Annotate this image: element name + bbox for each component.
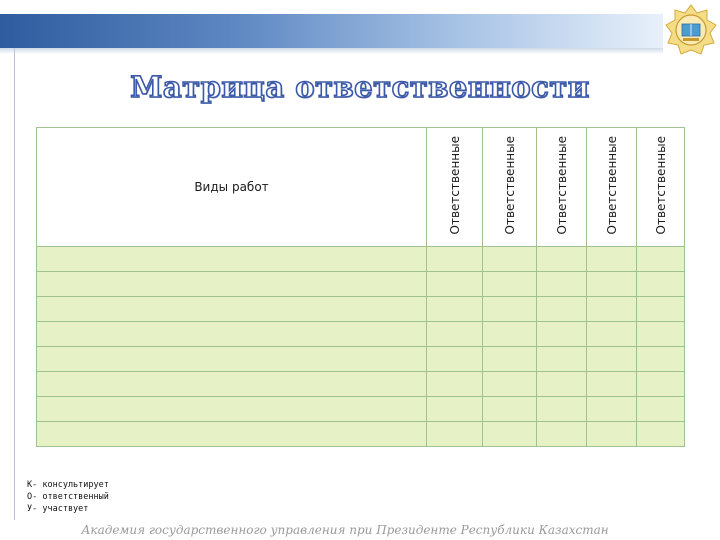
responsible-header-label: Ответственные: [502, 135, 517, 235]
responsible-header-label: Ответственные: [653, 135, 668, 235]
table-cell: [637, 347, 685, 372]
table-cell: [537, 397, 587, 422]
table-cell: [427, 347, 483, 372]
table-cell: [37, 372, 427, 397]
academy-emblem-icon: [665, 4, 717, 56]
left-margin-line: [14, 48, 15, 520]
table-cell: [483, 322, 537, 347]
table-cell: [483, 347, 537, 372]
table-cell: [483, 272, 537, 297]
table-row: [37, 422, 685, 447]
table-cell: [37, 297, 427, 322]
table-cell: [637, 372, 685, 397]
table-cell: [587, 347, 637, 372]
table-row: [37, 372, 685, 397]
table-cell: [587, 297, 637, 322]
responsible-header: [427, 128, 483, 247]
table-cell: [637, 297, 685, 322]
slide-title: Матрица ответственности: [130, 70, 590, 104]
table-cell: [537, 297, 587, 322]
legend-item: К- консультирует: [27, 480, 109, 490]
table-cell: [37, 397, 427, 422]
matrix-header-row: [37, 128, 685, 247]
table-cell: [587, 322, 637, 347]
table-cell: [427, 322, 483, 347]
table-row: [37, 347, 685, 372]
responsibility-matrix: [36, 127, 685, 447]
header-band: [0, 14, 663, 48]
table-row: [37, 247, 685, 272]
table-cell: [537, 372, 587, 397]
table-cell: [537, 422, 587, 447]
legend-item: О- ответственный: [27, 492, 109, 502]
table-cell: [587, 247, 637, 272]
table-row: [37, 272, 685, 297]
table-row: [37, 297, 685, 322]
responsible-header: [537, 128, 587, 247]
table-row: [37, 397, 685, 422]
table-cell: [37, 247, 427, 272]
table-cell: [483, 247, 537, 272]
table-cell: [637, 272, 685, 297]
table-cell: [37, 322, 427, 347]
table-cell: [537, 322, 587, 347]
header-band-shadow: [0, 48, 663, 54]
responsible-header-label: Ответственные: [447, 135, 462, 235]
table-cell: [37, 422, 427, 447]
table-cell: [37, 347, 427, 372]
responsible-header: [637, 128, 685, 247]
table-cell: [587, 397, 637, 422]
table-cell: [427, 297, 483, 322]
table-cell: [37, 272, 427, 297]
table-cell: [427, 422, 483, 447]
table-cell: [537, 347, 587, 372]
table-cell: [637, 322, 685, 347]
table-cell: [587, 272, 637, 297]
responsible-header-label: Ответственные: [604, 135, 619, 235]
table-cell: [637, 247, 685, 272]
table-cell: [637, 397, 685, 422]
responsible-header: [587, 128, 637, 247]
table-cell: [427, 247, 483, 272]
table-cell: [427, 272, 483, 297]
table-cell: [537, 272, 587, 297]
table-cell: [587, 422, 637, 447]
table-cell: [483, 372, 537, 397]
table-cell: [483, 422, 537, 447]
table-cell: [483, 397, 537, 422]
footer-academy-name: Академия государственного управления при Президенте Республики Казахстан: [81, 523, 609, 537]
table-cell: [483, 297, 537, 322]
legend: [27, 479, 109, 515]
table-cell: [637, 422, 685, 447]
legend-item: У- участвует: [27, 504, 89, 514]
table-cell: [427, 397, 483, 422]
table-cell: [587, 372, 637, 397]
table-row: [37, 322, 685, 347]
responsible-header: [483, 128, 537, 247]
table-cell: [537, 247, 587, 272]
work-types-header: Виды работ: [37, 128, 427, 247]
table-cell: [427, 372, 483, 397]
responsible-header-label: Ответственные: [554, 135, 569, 235]
